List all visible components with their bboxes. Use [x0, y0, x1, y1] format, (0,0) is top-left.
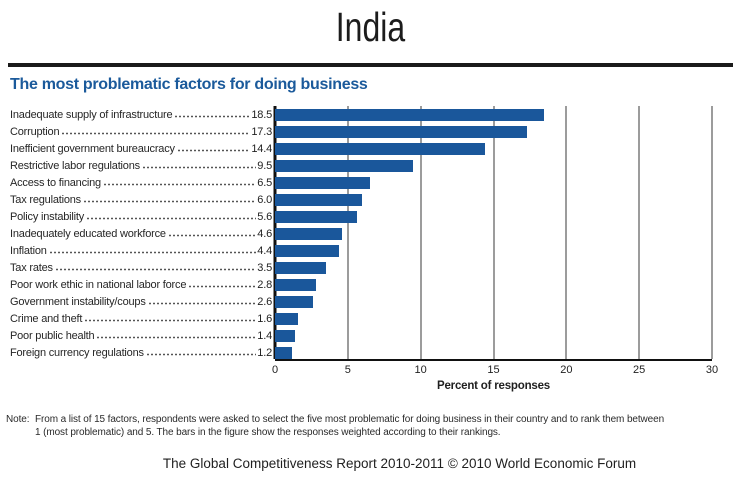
factor-label-cell	[10, 194, 275, 206]
factor-value: 5.6	[257, 210, 272, 223]
factor-label: Policy instability	[10, 210, 85, 223]
factor-value: 1.4	[257, 329, 272, 342]
footnote-label: Note:	[6, 414, 30, 425]
report-attribution: The Global Competitiveness Report 2010-2011 © 2010 World Economic Forum	[162, 456, 637, 471]
chart-row	[10, 140, 712, 157]
bar	[275, 245, 339, 257]
chart-row	[10, 208, 712, 225]
bar	[275, 330, 295, 342]
factor-label: Inadequate supply of infrastructure	[10, 108, 173, 121]
bar	[275, 347, 292, 359]
factor-label: Poor work ethic in national labor force	[10, 278, 187, 291]
factor-label: Tax rates	[10, 261, 53, 274]
factor-value: 3.5	[257, 261, 272, 274]
bar-track	[275, 106, 712, 123]
bar-track	[275, 140, 712, 157]
bar	[275, 313, 298, 325]
x-tick-label: 0	[271, 364, 279, 376]
factor-label: Tax regulations	[10, 193, 81, 206]
bar	[275, 160, 413, 172]
dot-leader	[61, 132, 250, 135]
factor-label-cell	[10, 313, 275, 325]
factor-value: 4.4	[257, 244, 272, 257]
chart-row	[10, 327, 712, 344]
chart-rows	[10, 106, 712, 361]
chart-row	[10, 174, 712, 191]
bar	[275, 194, 362, 206]
factor-label: Poor public health	[10, 329, 95, 342]
factor-label: Inefficient government bureaucracy	[10, 142, 175, 155]
chart-row	[10, 123, 712, 140]
bar-track	[275, 123, 712, 140]
bar	[275, 262, 326, 274]
dot-leader	[174, 115, 250, 118]
bar	[275, 279, 316, 291]
factor-label-cell	[10, 279, 275, 291]
x-tick-label: 20	[560, 364, 573, 376]
factor-value: 1.2	[257, 346, 272, 359]
bar	[275, 211, 357, 223]
x-axis-ticks	[271, 361, 719, 376]
bar	[275, 228, 342, 240]
chart-row	[10, 259, 712, 276]
factor-label-cell	[10, 245, 275, 257]
x-tick-label: 5	[344, 364, 351, 376]
footnote-line-2: 1 (most problematic) and 5. The bars in the figure show the responses weighted according to their rankings.	[35, 427, 501, 438]
x-tick-label: 15	[487, 364, 500, 376]
factor-label-cell	[10, 126, 275, 138]
factor-value: 9.5	[257, 159, 272, 172]
dot-leader	[103, 183, 256, 186]
bar-track	[275, 242, 712, 259]
factor-value: 17.3	[251, 125, 272, 138]
bar	[275, 143, 485, 155]
bar-track	[275, 174, 712, 191]
dot-leader	[96, 336, 256, 339]
factor-value: 18.5	[251, 108, 272, 121]
chart-row	[10, 191, 712, 208]
dot-leader	[83, 200, 256, 203]
bar-track	[275, 310, 712, 327]
factor-label-cell	[10, 330, 275, 342]
dot-leader	[49, 251, 257, 254]
dot-leader	[146, 353, 256, 356]
bar	[275, 109, 544, 121]
chart-row	[10, 106, 712, 123]
bar-track	[275, 276, 712, 293]
dot-leader	[55, 268, 256, 271]
bar-track	[275, 157, 712, 174]
chart-row	[10, 344, 712, 361]
x-tick-label: 25	[633, 364, 646, 376]
factor-label: Restrictive labor regulations	[10, 159, 140, 172]
factor-value: 2.6	[257, 295, 272, 308]
page-title	[0, 0, 741, 60]
bar	[275, 126, 527, 138]
chart-row	[10, 276, 712, 293]
factor-label: Crime and theft	[10, 312, 83, 325]
bar	[275, 296, 313, 308]
country-name: India	[335, 4, 406, 50]
factor-value: 4.6	[257, 227, 272, 240]
factor-label-cell	[10, 262, 275, 274]
factor-label: Inadequately educated workforce	[10, 227, 166, 240]
bar	[275, 177, 370, 189]
dot-leader	[148, 302, 257, 305]
chart-row	[10, 293, 712, 310]
footnote-text	[35, 413, 735, 439]
factor-label-cell	[10, 211, 275, 223]
bar-track	[275, 344, 712, 361]
footnote	[6, 413, 735, 439]
dot-leader	[86, 217, 256, 220]
dot-leader	[177, 149, 251, 152]
chart-row	[10, 242, 712, 259]
factor-label: Government instability/coups	[10, 295, 146, 308]
factor-value: 14.4	[251, 142, 272, 155]
factor-value: 1.6	[257, 312, 272, 325]
bar-track	[275, 327, 712, 344]
factor-label: Foreign currency regulations	[10, 346, 144, 359]
bar-track	[275, 259, 712, 276]
factor-label-cell	[10, 228, 275, 240]
title-divider	[8, 63, 733, 67]
factor-value: 6.0	[257, 193, 272, 206]
bar-chart	[10, 106, 719, 392]
x-tick-label: 30	[705, 364, 719, 376]
factor-value: 2.8	[257, 278, 272, 291]
dot-leader	[188, 285, 256, 288]
factor-label-cell	[10, 160, 275, 172]
footnote-line-1: From a list of 15 factors, respondents were asked to select the five most problematic for doing business in their country and to rank them between	[35, 414, 665, 425]
chart-row	[10, 225, 712, 242]
dot-leader	[168, 234, 256, 237]
factor-label-cell	[10, 109, 275, 121]
bar-track	[275, 208, 712, 225]
x-tick-label: 10	[414, 364, 427, 376]
x-axis-title: Percent of responses	[437, 380, 550, 392]
dot-leader	[142, 166, 256, 169]
factor-label: Inflation	[10, 244, 47, 257]
bar-track	[275, 293, 712, 310]
factor-label-cell	[10, 347, 275, 359]
factor-label: Access to financing	[10, 176, 101, 189]
factor-label-cell	[10, 143, 275, 155]
factor-label-cell	[10, 177, 275, 189]
factor-value: 6.5	[257, 176, 272, 189]
chart-title: The most problematic factors for doing business	[10, 76, 368, 93]
factor-label-cell	[10, 296, 275, 308]
chart-row	[10, 310, 712, 327]
bar-track	[275, 225, 712, 242]
factor-label: Corruption	[10, 125, 60, 138]
chart-row	[10, 157, 712, 174]
dot-leader	[84, 319, 256, 322]
bar-track	[275, 191, 712, 208]
